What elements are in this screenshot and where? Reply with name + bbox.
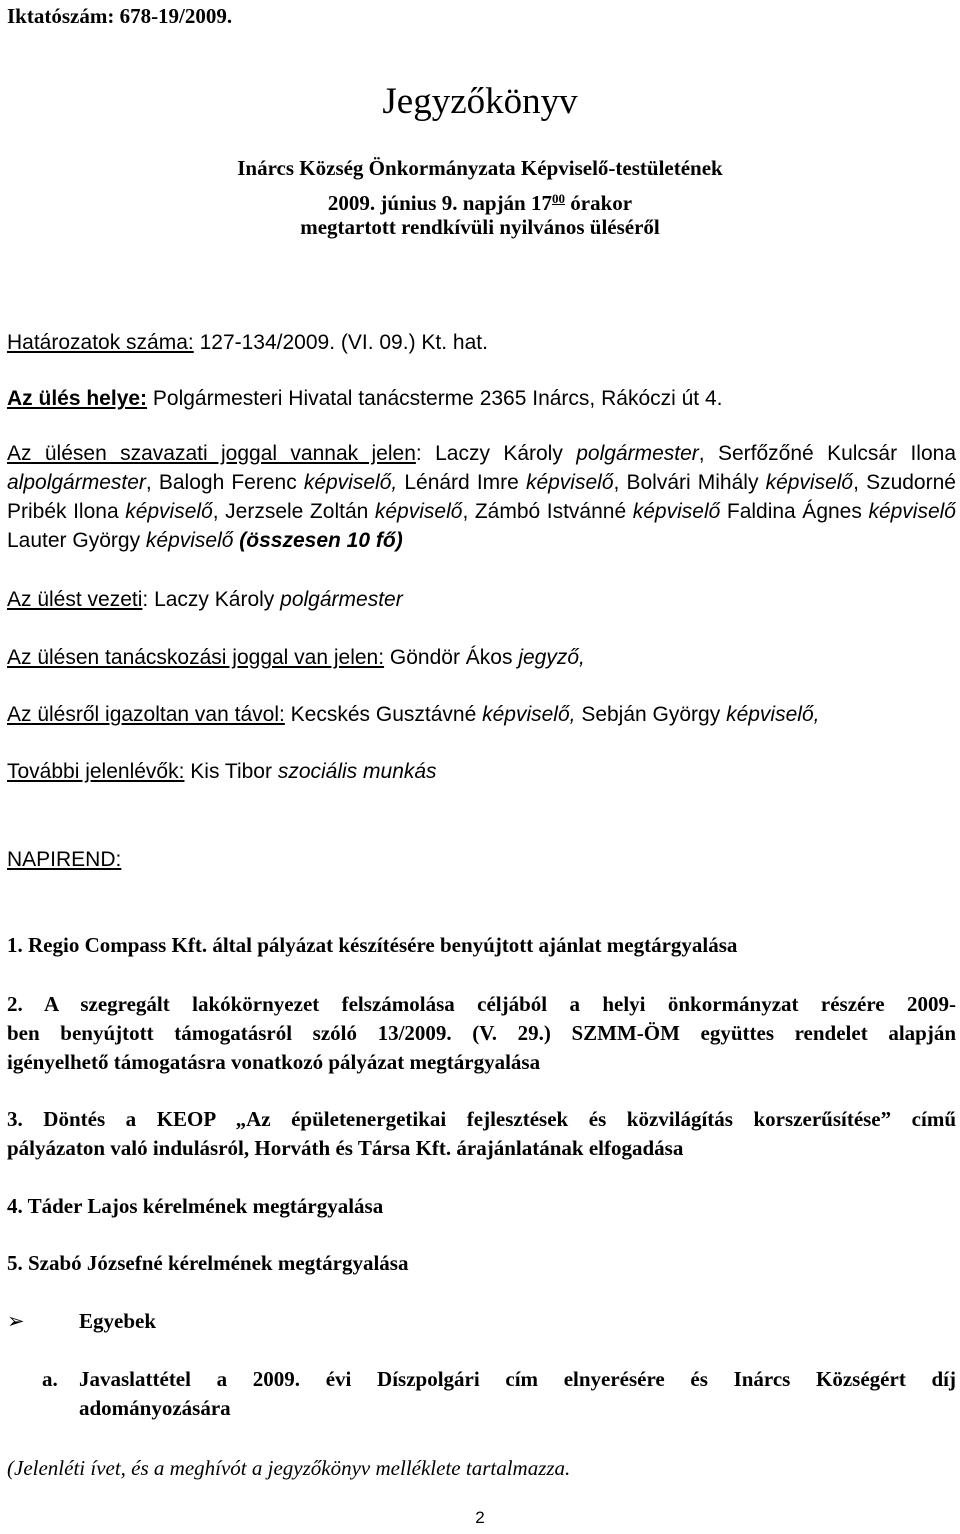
- tavol-line: Az ülésről igazoltan van távol: Kecskés Gusztávné képviselő, Sebján György képviselő,: [7, 703, 820, 726]
- tanacskozasi-line: Az ülésen tanácskozási joggal van jelen: Göndör Ákos jegyző,: [7, 646, 585, 669]
- ules-helye-line: Az ülés helye: Polgármesteri Hivatal tanácsterme 2365 Inárcs, Rákóczi út 4.: [7, 387, 723, 410]
- egyebek-sub-item-a: a. Javaslattétel a 2009. évi Díszpolgári cím elnyerésére és Inárcs Községért díj adományozására: [42, 1367, 956, 1420]
- title-line-2: 2009. június 9. napján $17^{00}$ órakor: [327, 191, 633, 215]
- napirend-item-2: 2. A szegregált lakókörnyezet felszámolása céljából a helyi önkormányzat részére 2009- ben benyújtott támogatásról szóló 13/2009. (V. 29.) SZMM-ÖM együttes rendelet alapján igényelhető támogatásra vonatkozó pályázat megtárgyalása: [7, 992, 956, 1074]
- napirend-item-1: 1. Regio Compass Kft. által pályázat készítésére benyújtott ajánlat megtárgyalása: [7, 933, 738, 957]
- title-line-1: Inárcs Község Önkormányzata Képviselő-testületének: [237, 156, 723, 180]
- napirend-item-3: 3. Döntés a KEOP „Az épületenergetikai fejlesztések és közvilágítás korszerűsítése” című pályázaton való indulásról, Horváth és Társa Kft. árajánlatának elfogadása: [7, 1107, 956, 1160]
- page-title: Jegyzőkönyv: [382, 81, 578, 122]
- tovabbi-jelenlevok-line: További jelenlévők: Kis Tibor szociális munkás: [7, 760, 437, 783]
- title-line-3: megtartott rendkívüli nyilvános üléséről: [300, 215, 660, 239]
- napirend-heading: NAPIREND:: [7, 848, 122, 871]
- jelenlevok-paragraph: Az ülésen szavazati joggal vannak jelen: Laczy Károly polgármester, Serfőzőné Kulcsár Ilona alpolgármester, Balogh Ferenc képviselő, Lénárd Imre képviselő, Bolvári Mihály képviselő, Szudorné Pribék Ilona képviselő, Jerzsele Zoltán képviselő, Zámbó Istvánné képviselő Faldina Ágnes képviselő Lauter György képviselő (összesen 10 fő): [7, 442, 957, 552]
- napirend-item-4: 4. Táder Lajos kérelmének megtárgyalása: [7, 1194, 384, 1218]
- iktatoszam: Iktatószám: 678-19/2009.: [7, 4, 233, 28]
- egyebek-item: ➢ Egyebek: [7, 1307, 956, 1336]
- hatarozatok-line: Határozatok száma: 127-134/2009. (VI. 09.) Kt. hat.: [7, 331, 488, 354]
- napirend-item-5: 5. Szabó Józsefné kérelmének megtárgyalása: [7, 1251, 409, 1275]
- page-number: 2: [475, 1508, 485, 1527]
- footnote: (Jelenléti ívet, és a meghívót a jegyzőkönyv melléklete tartalmazza.: [7, 1456, 571, 1480]
- arrow-bullet-icon: ➢: [7, 1309, 25, 1333]
- ulest-vezeti-line: Az ülést vezeti: Laczy Károly polgármester: [7, 588, 403, 611]
